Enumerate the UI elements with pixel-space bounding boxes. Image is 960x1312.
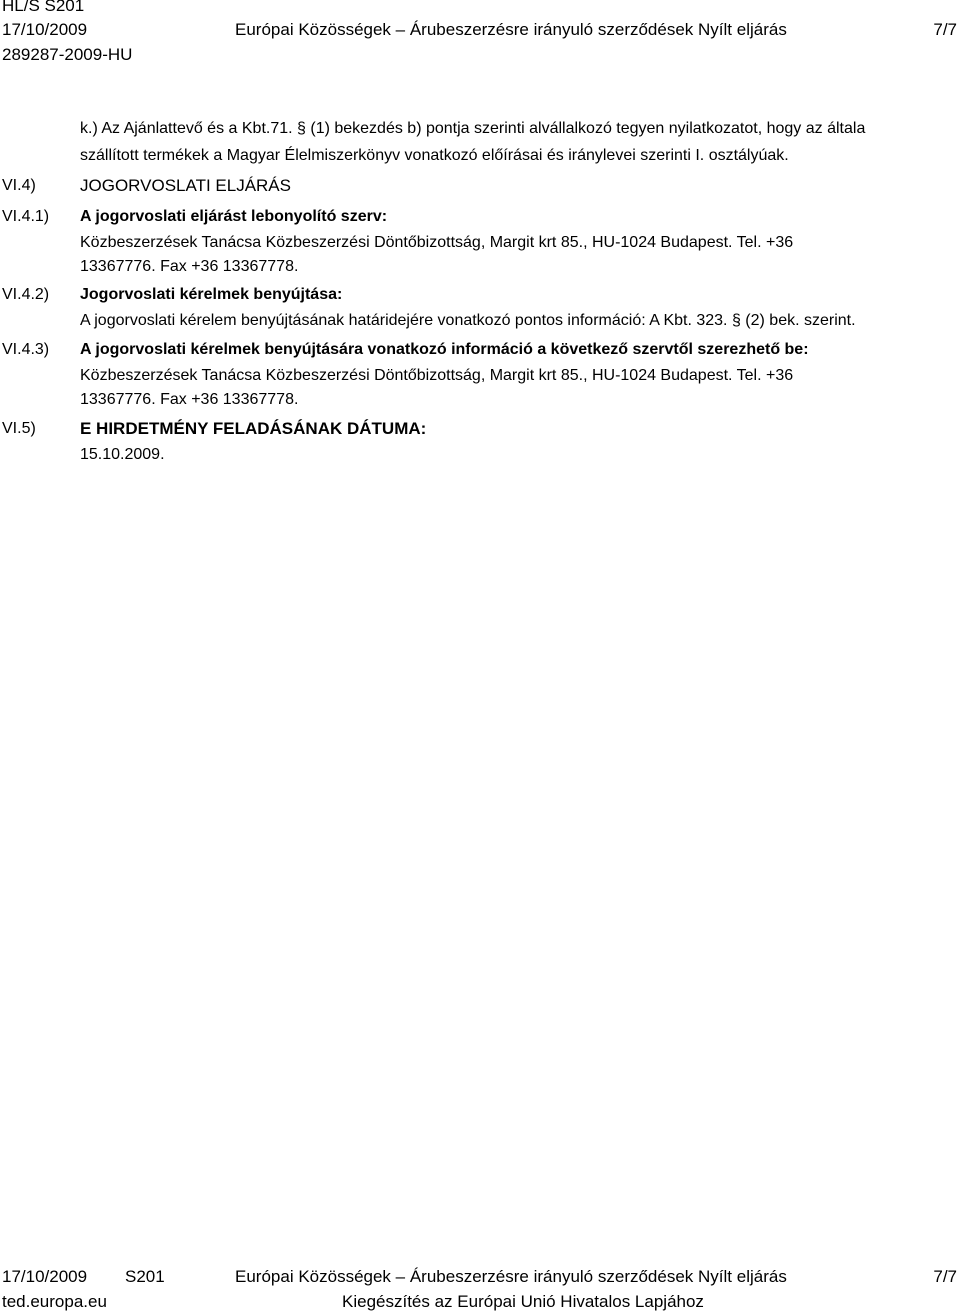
footer-supplement: Kiegészítés az Európai Unió Hivatalos Lapjához bbox=[342, 1292, 704, 1311]
section-number-vi42: VI.4.2) bbox=[2, 286, 50, 303]
section-title-vi41: A jogorvoslati eljárást lebonyolító szerv: bbox=[80, 208, 388, 225]
item-k-line-2: szállított termékek a Magyar Élelmiszerkönyv vonatkozó előírásai és iránylevei szerinti I. osztályúak. bbox=[80, 147, 789, 164]
header-series: HL/S S201 bbox=[2, 0, 85, 15]
section-title-vi42: Jogorvoslati kérelmek benyújtása: bbox=[80, 286, 343, 303]
section-vi41-line-1: Közbeszerzések Tanácsa Közbeszerzési Döntőbizottság, Margit krt 85., HU-1024 Budapest. Tel. +36 bbox=[80, 234, 794, 251]
section-number-vi43: VI.4.3) bbox=[2, 341, 50, 358]
section-title-vi4: JOGORVOSLATI ELJÁRÁS bbox=[80, 176, 291, 195]
header-document-id: 289287-2009-HU bbox=[2, 45, 133, 64]
footer-title: Európai Közösségek – Árubeszerzésre irányuló szerződések Nyílt eljárás bbox=[235, 1267, 787, 1286]
section-number-vi5: VI.5) bbox=[2, 420, 36, 437]
section-vi43-line-1: Közbeszerzések Tanácsa Közbeszerzési Döntőbizottság, Margit krt 85., HU-1024 Budapest. Tel. +36 bbox=[80, 367, 794, 384]
header-date: 17/10/2009 bbox=[2, 20, 88, 39]
section-number-vi41: VI.4.1) bbox=[2, 208, 50, 225]
header-title: Európai Közösségek – Árubeszerzésre irányuló szerződések Nyílt eljárás bbox=[235, 20, 787, 39]
footer-site-link[interactable]: ted.europa.eu bbox=[2, 1292, 107, 1311]
footer-date: 17/10/2009 bbox=[2, 1267, 88, 1286]
section-vi42-line-1: A jogorvoslati kérelem benyújtásának határidejére vonatkozó pontos információ: A Kbt. 323. § (2) bek. szerint. bbox=[80, 312, 856, 329]
section-vi43-line-2: 13367776. Fax +36 13367778. bbox=[80, 391, 299, 408]
section-vi5-line-1: 15.10.2009. bbox=[80, 446, 165, 463]
footer-page-number: 7/7 bbox=[933, 1267, 957, 1286]
section-number-vi4: VI.4) bbox=[2, 177, 36, 194]
section-vi41-line-2: 13367776. Fax +36 13367778. bbox=[80, 258, 299, 275]
item-k-line-1: k.) Az Ajánlattevő és a Kbt.71. § (1) bekezdés b) pontja szerinti alvállalkozó tegyen nyilatkozatot, hogy az általa bbox=[80, 120, 866, 137]
section-title-vi43: A jogorvoslati kérelmek benyújtására vonatkozó információ a következő szervtől szerezhető be: bbox=[80, 341, 809, 358]
footer-code: S201 bbox=[125, 1267, 165, 1286]
section-title-vi5: E HIRDETMÉNY FELADÁSÁNAK DÁTUMA: bbox=[80, 419, 427, 438]
header-page-number: 7/7 bbox=[933, 20, 957, 39]
